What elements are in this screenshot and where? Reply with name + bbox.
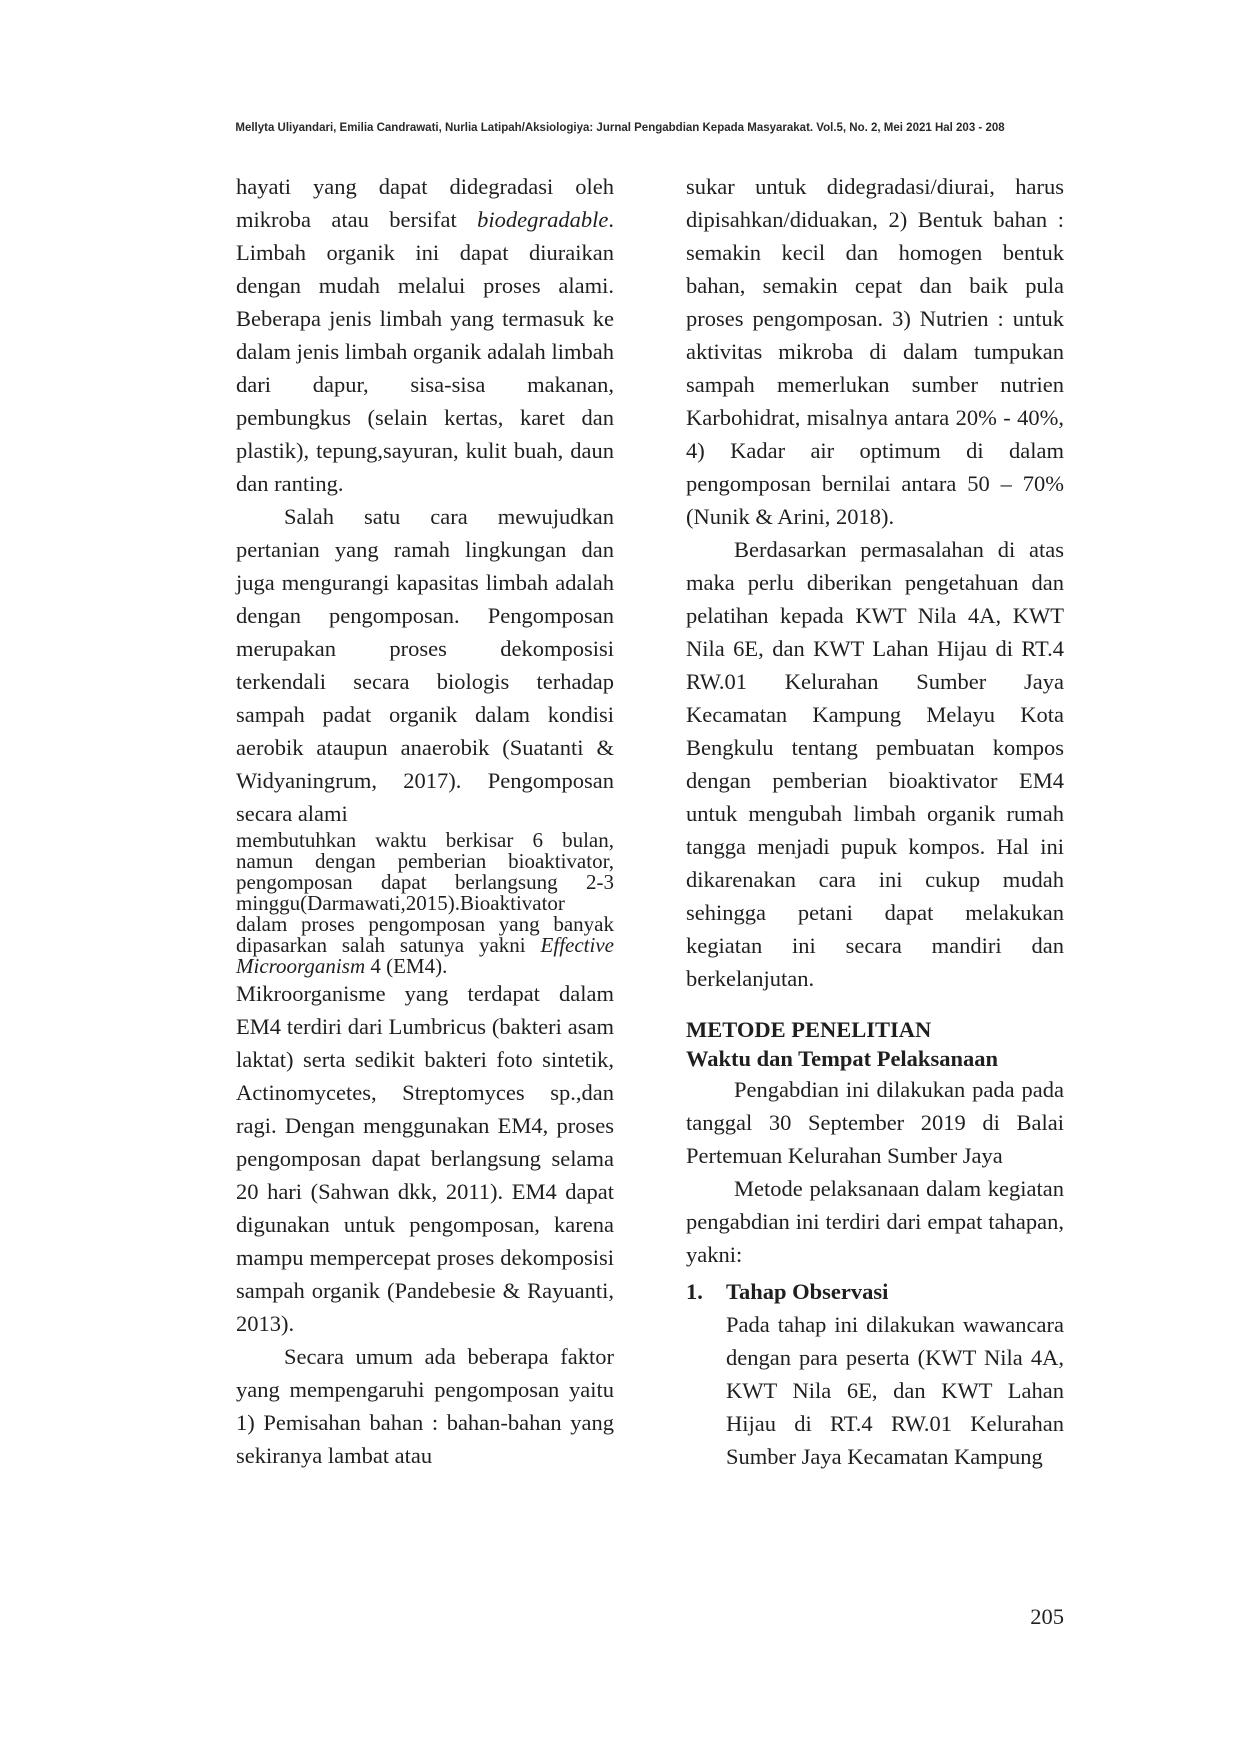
paragraph-organic-waste (236, 170, 614, 500)
list-item (686, 1275, 1064, 1473)
paragraph-time-place: Pengabdian ini dilakukan pada pada tanggal 30 September 2019 di Balai Pertemuan Kelurahan Sumber Jaya (686, 1077, 1064, 1168)
paragraph-problem: Berdasarkan permasalahan di atas maka perlu diberikan pengetahuan dan pelatihan kepada KWT Nila 4A, KWT Nila 6E, dan KWT Lahan Hijau di RT.4 RW.01 Kelurahan Sumber Jaya Kecamatan Kampung Melayu Kota Bengkulu tentang pembuatan kompos dengan pemberian bioaktivator EM4 untuk mengubah limbah organik rumah tangga menjadi pupuk kompos. Hal ini dikarenakan cara ini cukup mudah sehingga petani dapat melakukan kegiatan ini secara mandiri dan berkelanjutan. (686, 537, 1064, 991)
paragraph-method: Metode pelaksanaan dalam kegiatan pengabdian ini terdiri dari empat tahapan, yakni: (686, 1176, 1064, 1267)
italic-term: Effective Microorganism (236, 933, 614, 978)
paragraph-composting (236, 500, 614, 830)
text-segment: hayati yang dapat didegradasi oleh mikroba atau bersifat (236, 174, 614, 232)
paragraph-composting-continued (236, 830, 614, 977)
paragraph-factors: Secara umum ada beberapa faktor yang mempengaruhi pengomposan yaitu 1) Pemisahan bahan : bahan-bahan yang sekiranya lambat atau (236, 1344, 614, 1468)
running-header: Mellyta Uliyandari, Emilia Candrawati, Nurlia Latipah/Aksiologiya: Jurnal Pengabdian Kepada Masyarakat. Vol.5, No. 2, Mei 2021 Hal 203 - 208 (235, 122, 1005, 134)
step-number: 1. (686, 1279, 703, 1304)
text-segment: Mikroorganisme yang terdapat dalam EM4 terdiri dari Lumbricus (bakteri asam laktat) serta sedikit bakteri foto sintetik, Actinomycetes, Streptomyces sp.,dan ragi. Dengan menggunakan EM4, proses pengomposan dapat berlangsung selama 20 hari (Sahwan dkk, 2011). EM4 dapat digunakan untuk pengomposan, karena mampu mempercepat proses dekomposisi sampah organik (Pandebesie & Rayuanti, 2013). (236, 981, 614, 1336)
text-segment: Salah satu cara mewujudkan pertanian yang ramah lingkungan dan juga mengurangi kapasitas limbah adalah dengan pengomposan. Pengomposan merupakan proses dekomposisi terkendali secara biologis terhadap sampah padat organik dalam kondisi aerobik ataupun anaerobik (Suatanti & Widyaningrum, 2017). Pengomposan secara alami (236, 504, 614, 826)
page-number: 205 (1030, 1604, 1064, 1629)
paragraph-em4 (236, 977, 614, 1340)
left-column (236, 170, 614, 1472)
step-text: Pada tahap ini dilakukan wawancara dengan para peserta (KWT Nila 4A, KWT Nila 6E, dan KWT Lahan Hijau di RT.4 RW.01 Kelurahan Sumber Jaya Kecamatan Kampung (726, 1312, 1064, 1469)
right-column (686, 170, 1064, 1473)
text-segment: membutuhkan waktu berkisar 6 bulan, namun dengan pemberian bioaktivator, pengomposan dapat berlangsung 2-3 minggu(Darmawati,2015).Bioaktivator dalam proses pengomposan yang banyak dipasarkan salah satunya yakni (236, 828, 614, 957)
section-heading: METODE PENELITIAN (686, 1017, 932, 1042)
text-segment: . Limbah organik ini dapat diuraikan dengan mudah melalui proses alami. Beberapa jenis limbah yang termasuk ke dalam jenis limbah organik adalah limbah dari dapur, sisa-sisa makanan, pembungkus (selain kertas, karet dan plastik), tepung,sayuran, kulit buah, daun dan ranting. (236, 207, 614, 496)
paragraph-factors-continued: sukar untuk didegradasi/diurai, harus dipisahkan/diduakan, 2) Bentuk bahan : semakin kecil dan homogen bentuk bahan, semakin cepat dan baik pula proses pengomposan. 3) Nutrien : untuk aktivitas mikroba di dalam tumpukan sampah memerlukan sumber nutrien Karbohidrat, misalnya antara 20% - 40%, 4) Kadar air optimum di dalam pengomposan bernilai antara 50 – 70% (Nunik & Arini, 2018). (686, 174, 1064, 529)
italic-term: biodegradable (477, 207, 609, 232)
method-steps-list (686, 1275, 1064, 1473)
subsection-heading: Waktu dan Tempat Pelaksanaan (686, 1046, 998, 1071)
step-title: Tahap Observasi (726, 1279, 889, 1304)
text-segment: 4 (EM4). (365, 954, 448, 978)
